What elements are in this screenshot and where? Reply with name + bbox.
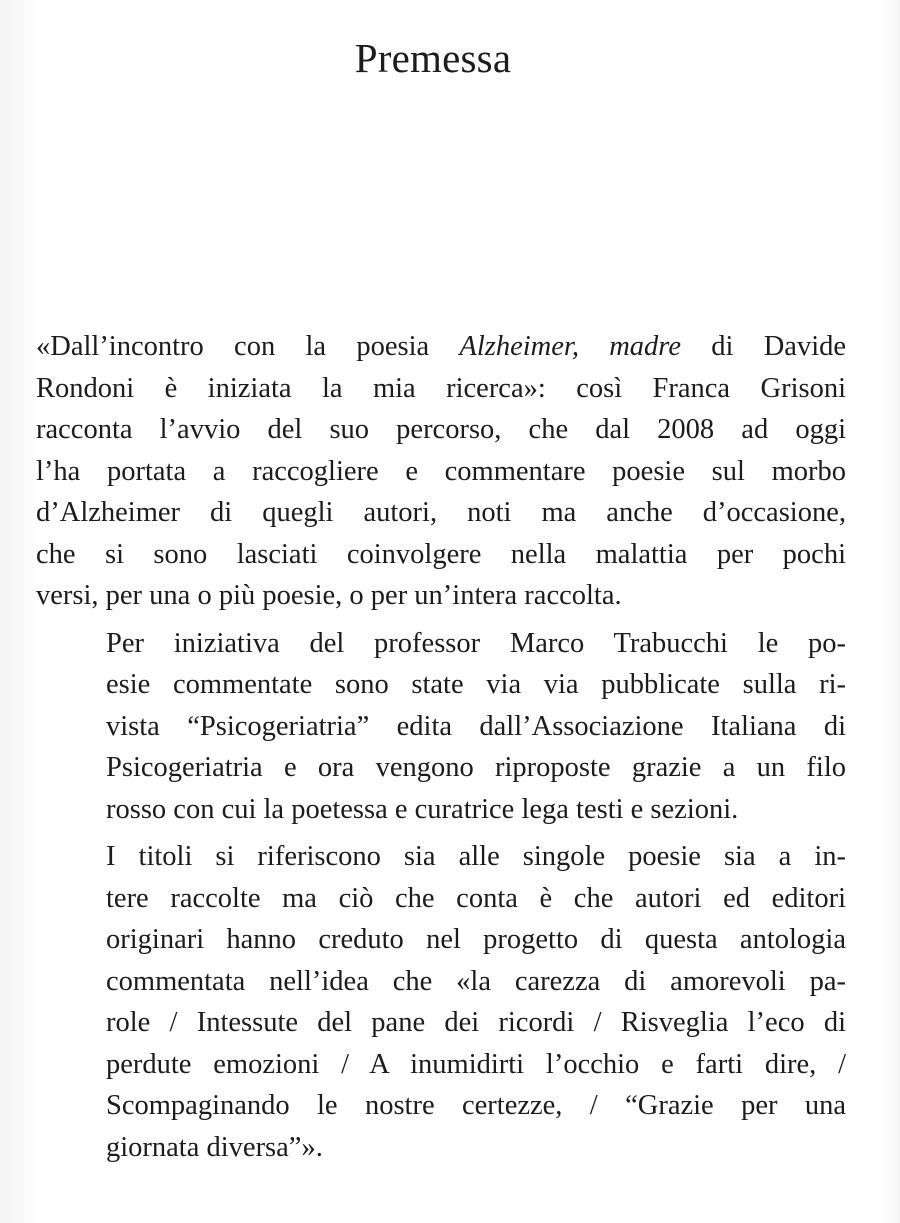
paragraph-3 — [36, 836, 846, 1168]
text-line: rosso con cui la poetessa e curatrice lega testi e sezioni. — [106, 793, 739, 825]
text-line: perdute emozioni / A inumidirti l’occhio e farti dire, / — [106, 1048, 846, 1080]
line-text: di Davide — [681, 331, 847, 362]
text-line: originari hanno creduto nel progetto di questa antologia — [106, 924, 846, 955]
text-line: che si sono lasciati coinvolgere nella malattia per pochi — [36, 538, 846, 570]
text-line: giornata diversa”». — [106, 1131, 323, 1163]
text-line: role / Intessute del pane dei ricordi / Risveglia l’eco di — [106, 1007, 846, 1038]
italic-title: Alzheimer, madre — [459, 331, 681, 362]
text-line: Per iniziativa del professor Marco Trabucchi le po- — [106, 627, 846, 659]
text-line: I titoli si riferiscono sia alle singole poesie sia a in- — [106, 841, 846, 872]
text-line: Scompaginando le nostre certezze, / “Grazie per una — [106, 1090, 846, 1121]
text-line: d’Alzheimer di quegli autori, noti ma anche d’occasione, — [36, 497, 846, 528]
text-line: Rondoni è iniziata la mia ricerca»: così Franca Grisoni — [36, 372, 846, 404]
text-line: l’ha portata a raccogliere e commentare poesie sul morbo — [36, 455, 846, 487]
paragraph-2 — [36, 623, 846, 831]
text-line: racconta l’avvio del suo percorso, che dal 2008 ad oggi — [36, 414, 846, 445]
text-line: esie commentate sono state via via pubblicate sulla ri- — [106, 669, 846, 700]
text-line: Psicogeriatria e ora vengono riproposte grazie a un filo — [106, 752, 846, 783]
text-line: tere raccolte ma ciò che conta è che autori ed editori — [106, 882, 846, 914]
page-title: Premessa — [354, 35, 512, 81]
line-text: «Dall’incontro con la poesia — [36, 331, 460, 362]
text-line: vista “Psicogeriatria” edita dall’Associazione Italiana di — [106, 710, 846, 742]
text-line — [36, 326, 846, 368]
text-line: commentata nell’idea che «la carezza di amorevoli pa- — [106, 965, 846, 997]
paragraph-1 — [36, 326, 846, 617]
body-text — [36, 326, 846, 1168]
text-line: versi, per una o più poesie, o per un’intera raccolta. — [36, 580, 622, 611]
